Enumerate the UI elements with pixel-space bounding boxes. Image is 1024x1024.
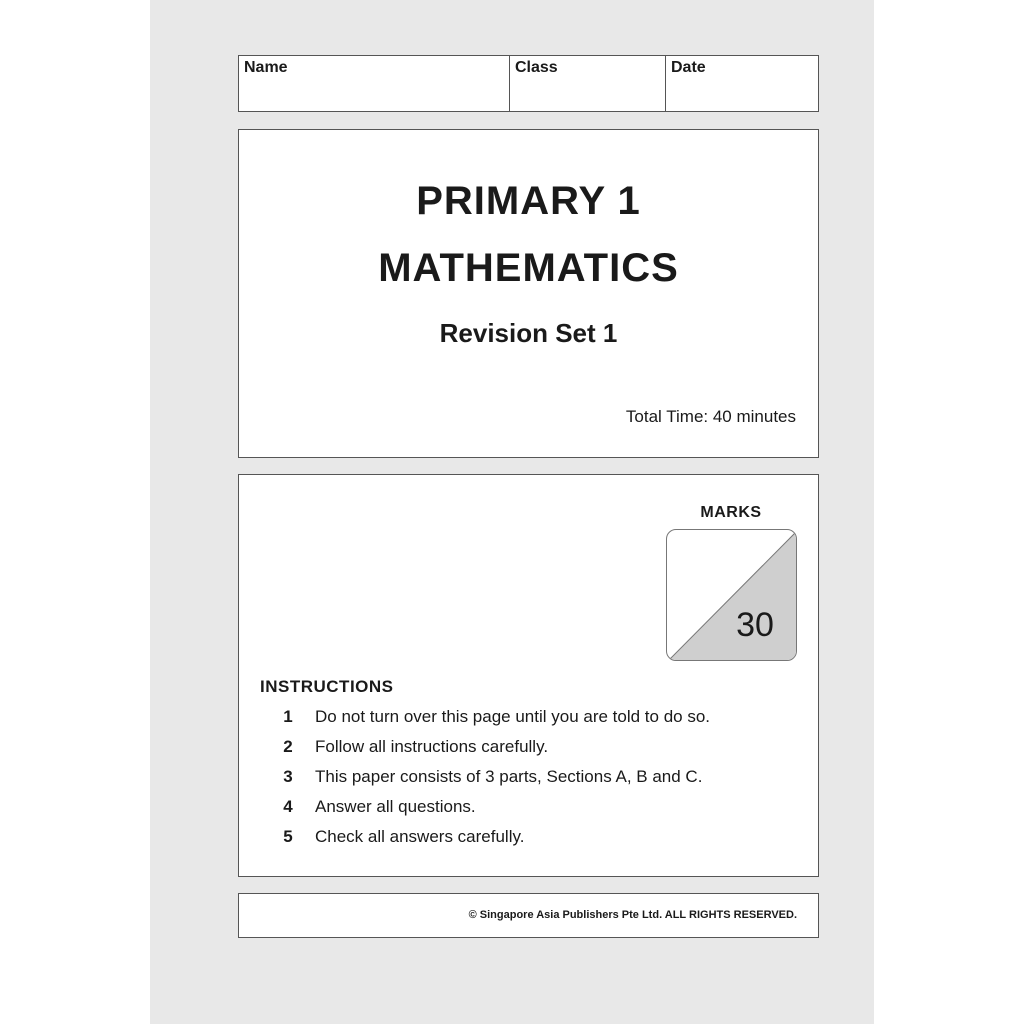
title-panel [238,129,819,458]
instructions-panel [238,474,819,877]
set-subtitle: Revision Set 1 [439,318,618,348]
instruction-text: Do not turn over this page until you are told to do so. [315,707,711,726]
instruction-item [239,827,818,857]
instruction-item [239,737,818,767]
marks-label: MARKS [700,504,762,521]
instruction-text: Follow all instructions carefully. [315,737,549,756]
subject-title: MATHEMATICS [378,246,679,290]
total-time: Total Time: 40 minutes [625,407,796,426]
instruction-number: 4 [283,797,293,816]
instructions-list [239,707,818,857]
class-label: Class [515,59,558,76]
marks-box [666,529,797,661]
instruction-number: 5 [283,827,293,846]
copyright-notice: © Singapore Asia Publishers Pte Ltd. ALL RIGHTS RESERVED. [468,909,797,921]
footer-panel [238,893,819,938]
instruction-number: 3 [283,767,293,786]
instruction-item [239,767,818,797]
instruction-number: 2 [283,737,293,756]
instruction-number: 1 [283,707,293,726]
marks-value: 30 [736,606,774,644]
class-field[interactable] [509,56,665,111]
date-field[interactable] [665,56,818,111]
instruction-item [239,797,818,827]
name-label: Name [244,59,288,76]
name-field[interactable] [239,56,509,111]
student-info-table [238,55,819,112]
instruction-item [239,707,818,737]
instruction-text: This paper consists of 3 parts, Sections A, B and C. [315,767,703,786]
instructions-heading: INSTRUCTIONS [260,677,394,696]
instruction-text: Answer all questions. [315,797,476,816]
grade-title: PRIMARY 1 [416,179,641,223]
instruction-text: Check all answers carefully. [315,827,525,846]
date-label: Date [671,59,706,76]
